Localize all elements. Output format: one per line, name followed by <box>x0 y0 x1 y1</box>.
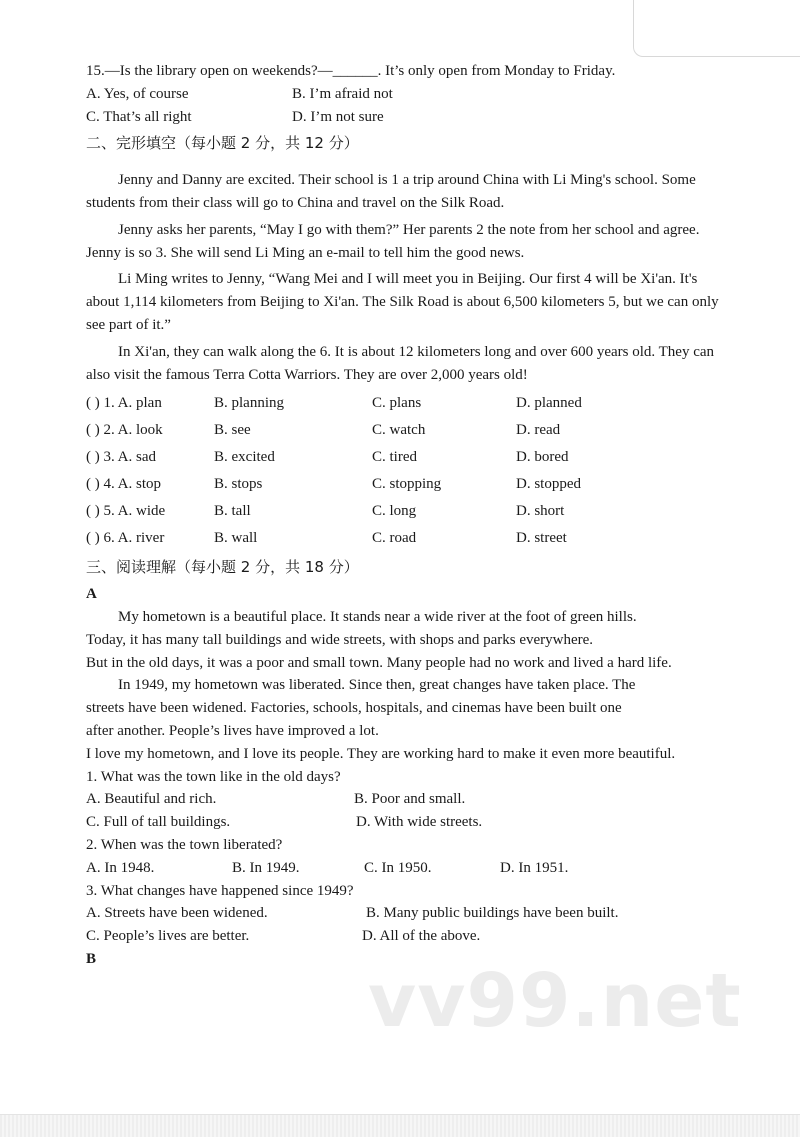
choice-5-c: C. long <box>372 503 417 520</box>
choice-1-d: D. planned <box>516 395 582 412</box>
q15-option-d: D. I’m not sure <box>292 108 384 125</box>
choice-2-a: ( ) 2. A. look <box>86 422 163 439</box>
cloze-paragraph-1: Jenny and Danny are excited. Their school is 1 a trip around China with Li Ming's school. Some students from their class will go to China and travel on the Silk Road. <box>86 172 696 211</box>
section-3-title: 三、阅读理解（每小题 2 分，共 18 分） <box>86 558 359 577</box>
choice-6-c: C. road <box>372 530 417 547</box>
choice-1-a: ( ) 1. A. plan <box>86 395 162 412</box>
cloze-paragraph-4: In Xi'an, they can walk along the 6. It is about 12 kilometers long and over 600 years old. They can also visit the famous Terra Cotta Warriors. They are over 2,000 years old! <box>86 343 715 383</box>
reading-q2-options-row <box>86 857 726 880</box>
choice-5-d: D. short <box>516 503 565 520</box>
passage-a-paragraph-2: But in the old days, it was a poor and small town. Many people had no work and lived a hard life. <box>86 654 672 671</box>
choice-1-c: C. plans <box>372 395 422 412</box>
choice-1-b: B. planning <box>214 395 284 412</box>
cloze-choices <box>86 392 726 554</box>
question-15-options-row-1 <box>86 83 726 106</box>
choice-2-c: C. watch <box>372 422 426 439</box>
rq2-option-c: C. In 1950. <box>364 859 432 876</box>
passage-a-line-5: after another. People’s lives have improved a lot. <box>86 722 379 739</box>
watermark-text: vv99.net <box>368 958 742 1044</box>
rq1-option-b: B. Poor and small. <box>354 791 466 808</box>
choice-3-a: ( ) 3. A. sad <box>86 449 156 466</box>
passage-b-label: B <box>86 950 97 967</box>
rq3-option-d: D. All of the above. <box>362 928 481 945</box>
rq2-option-b: B. In 1949. <box>232 859 300 876</box>
cloze-choice-row <box>86 527 726 554</box>
choice-5-a: ( ) 5. A. wide <box>86 503 166 520</box>
q15-option-a: A. Yes, of course <box>86 85 189 102</box>
cloze-choice-row <box>86 446 726 473</box>
choice-3-b: B. excited <box>214 449 275 466</box>
reading-q1-options-row-1 <box>86 788 726 811</box>
choice-6-b: B. wall <box>214 530 258 547</box>
cloze-choice-row <box>86 419 726 446</box>
rq3-option-b: B. Many public buildings have been built. <box>366 905 619 922</box>
cloze-choice-row <box>86 500 726 527</box>
choice-3-d: D. bored <box>516 449 569 466</box>
choice-4-c: C. stopping <box>372 476 442 493</box>
section-2-title: 二、完形填空（每小题 2 分，共 12 分） <box>86 134 359 153</box>
reading-question-2-stem: 2. When was the town liberated? <box>86 836 283 853</box>
reading-q1-options-row-2 <box>86 811 726 834</box>
rq2-option-a: A. In 1948. <box>86 859 155 876</box>
question-15-options-row-2 <box>86 106 726 129</box>
choice-3-c: C. tired <box>372 449 417 466</box>
reading-question-1-stem: 1. What was the town like in the old days? <box>86 768 341 785</box>
page-bottom-strip <box>0 1114 800 1137</box>
passage-a-line-1: My hometown is a beautiful place. It stands near a wide river at the foot of green hills. <box>118 608 637 625</box>
rq3-option-c: C. People’s lives are better. <box>86 928 250 945</box>
choice-4-d: D. stopped <box>516 476 581 493</box>
passage-a-label: A <box>86 586 97 603</box>
question-15-stem: 15.—Is the library open on weekends?—______. It’s only open from Monday to Friday. <box>86 63 616 79</box>
rq1-option-c: C. Full of tall buildings. <box>86 814 231 831</box>
cloze-paragraph-2: Jenny asks her parents, “May I go with them?” Her parents 2 the note from her school and agree. Jenny is so 3. She will send Li Ming an e-mail to tell him the good news. <box>86 221 700 261</box>
q15-option-b: B. I’m afraid not <box>292 85 393 102</box>
page-corner-frame <box>633 0 800 57</box>
passage-a-line-3: In 1949, my hometown was liberated. Since then, great changes have taken place. The <box>118 677 636 694</box>
choice-5-b: B. tall <box>214 503 251 520</box>
cloze-choice-row <box>86 473 726 500</box>
cloze-choice-row <box>86 392 726 419</box>
choice-2-b: B. see <box>214 422 251 439</box>
reading-q3-options-row-1 <box>86 902 726 925</box>
passage-a-line-2: Today, it has many tall buildings and wide streets, with shops and parks everywhere. <box>86 631 594 648</box>
rq2-option-d: D. In 1951. <box>500 859 569 876</box>
q15-option-c: C. That’s all right <box>86 108 192 125</box>
rq1-option-d: D. With wide streets. <box>356 814 483 831</box>
choice-4-a: ( ) 4. A. stop <box>86 476 161 493</box>
choice-2-d: D. read <box>516 422 561 439</box>
cloze-paragraph-3: Li Ming writes to Jenny, “Wang Mei and I will meet you in Beijing. Our first 4 will be Xi'an. It's about 1,114 kilometers from Beijing to Xi'an. The Silk Road is about 6,500 kilometers 5, but we can only see part of it.” <box>86 271 719 333</box>
choice-6-d: D. street <box>516 530 567 547</box>
reading-q3-options-row-2 <box>86 925 726 948</box>
rq1-option-a: A. Beautiful and rich. <box>86 791 217 808</box>
passage-a-paragraph-4: I love my hometown, and I love its people. They are working hard to make it even more beautiful. <box>86 745 676 762</box>
reading-question-3-stem: 3. What changes have happened since 1949? <box>86 882 354 899</box>
exam-page <box>86 60 726 971</box>
choice-6-a: ( ) 6. A. river <box>86 530 165 547</box>
rq3-option-a: A. Streets have been widened. <box>86 905 268 922</box>
passage-a-line-4: streets have been widened. Factories, schools, hospitals, and cinemas have been built one <box>86 700 622 717</box>
choice-4-b: B. stops <box>214 476 263 493</box>
